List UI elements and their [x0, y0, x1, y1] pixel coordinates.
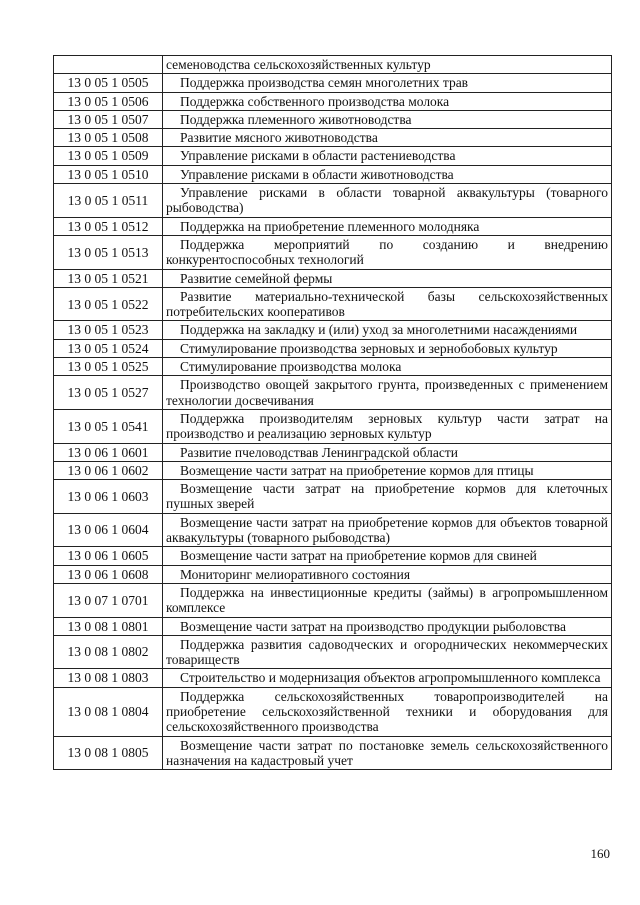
description-cell: Поддержка на инвестиционные кредиты (займы) в агропромышленном комплексе	[163, 583, 612, 617]
description-cell: Возмещение части затрат по постановке земель сельскохозяйственного назначения на кадастровый учет	[163, 736, 612, 770]
page-number: 160	[590, 846, 610, 861]
budget-code-table	[53, 55, 612, 770]
table-row	[54, 92, 612, 110]
table-row	[54, 617, 612, 635]
code-cell: 13 0 06 1 0603	[54, 480, 163, 514]
code-cell: 13 0 06 1 0601	[54, 443, 163, 461]
code-cell: 13 0 08 1 0804	[54, 687, 163, 736]
table-row	[54, 736, 612, 770]
description-cell: Стимулирование производства молока	[163, 358, 612, 376]
code-cell: 13 0 05 1 0524	[54, 339, 163, 357]
description-cell: Строительство и модернизация объектов агропромышленного комплекса	[163, 669, 612, 687]
table-row	[54, 565, 612, 583]
code-cell: 13 0 05 1 0509	[54, 147, 163, 165]
description-cell: Стимулирование производства зерновых и зернобобовых культур	[163, 339, 612, 357]
code-cell: 13 0 06 1 0604	[54, 513, 163, 547]
table-row	[54, 547, 612, 565]
table-row	[54, 376, 612, 410]
code-cell: 13 0 06 1 0605	[54, 547, 163, 565]
code-cell: 13 0 05 1 0527	[54, 376, 163, 410]
code-cell: 13 0 08 1 0802	[54, 635, 163, 669]
description-cell: Возмещение части затрат на приобретение кормов для птицы	[163, 461, 612, 479]
description-cell: Развитие мясного животноводства	[163, 129, 612, 147]
code-cell: 13 0 05 1 0525	[54, 358, 163, 376]
description-cell: Управление рисками в области животноводства	[163, 165, 612, 183]
code-cell: 13 0 08 1 0801	[54, 617, 163, 635]
code-cell: 13 0 06 1 0602	[54, 461, 163, 479]
table-row	[54, 184, 612, 218]
code-cell	[54, 56, 163, 74]
table-row	[54, 56, 612, 74]
table-row	[54, 110, 612, 128]
code-cell: 13 0 05 1 0541	[54, 409, 163, 443]
table-row	[54, 635, 612, 669]
code-cell: 13 0 05 1 0506	[54, 92, 163, 110]
code-cell: 13 0 06 1 0608	[54, 565, 163, 583]
table-row	[54, 165, 612, 183]
table-row	[54, 129, 612, 147]
description-cell: Производство овощей закрытого грунта, произведенных с применением технологии досвечивания	[163, 376, 612, 410]
code-cell: 13 0 08 1 0805	[54, 736, 163, 770]
description-cell: семеноводства сельскохозяйственных культур	[163, 56, 612, 74]
description-cell: Поддержка производителям зерновых культур части затрат на производство и реализацию зерновых культур	[163, 409, 612, 443]
code-cell: 13 0 05 1 0510	[54, 165, 163, 183]
table-row	[54, 74, 612, 92]
description-cell: Поддержка сельскохозяйственных товаропроизводителей на приобретение сельскохозяйственной техники и оборудования для сельскохозяйственного производства	[163, 687, 612, 736]
description-cell: Развитие пчеловодствав Ленинградской области	[163, 443, 612, 461]
table-row	[54, 513, 612, 547]
table-row	[54, 443, 612, 461]
code-cell: 13 0 08 1 0803	[54, 669, 163, 687]
description-cell: Развитие семейной фермы	[163, 269, 612, 287]
code-cell: 13 0 07 1 0701	[54, 583, 163, 617]
description-cell: Управление рисками в области растениеводства	[163, 147, 612, 165]
table-row	[54, 235, 612, 269]
description-cell: Возмещение части затрат на приобретение кормов для свиней	[163, 547, 612, 565]
table-row	[54, 287, 612, 321]
description-cell: Поддержка производства семян многолетних трав	[163, 74, 612, 92]
code-cell: 13 0 05 1 0512	[54, 217, 163, 235]
table-row	[54, 409, 612, 443]
description-cell: Возмещение части затрат на приобретение кормов для объектов товарной аквакультуры (товарного рыбоводства)	[163, 513, 612, 547]
table-row	[54, 669, 612, 687]
table-row	[54, 583, 612, 617]
description-cell: Возмещение части затрат на приобретение кормов для клеточных пушных зверей	[163, 480, 612, 514]
code-cell: 13 0 05 1 0507	[54, 110, 163, 128]
table-row	[54, 147, 612, 165]
table-row	[54, 217, 612, 235]
table-row	[54, 269, 612, 287]
description-cell: Поддержка развития садоводческих и огороднических некоммерческих товариществ	[163, 635, 612, 669]
code-cell: 13 0 05 1 0513	[54, 235, 163, 269]
description-cell: Управление рисками в области товарной аквакультуры (товарного рыбоводства)	[163, 184, 612, 218]
table-body	[54, 56, 612, 770]
description-cell: Развитие материально-технической базы сельскохозяйственных потребительских кооперативов	[163, 287, 612, 321]
description-cell: Поддержка племенного животноводства	[163, 110, 612, 128]
table-row	[54, 687, 612, 736]
description-cell: Поддержка собственного производства молока	[163, 92, 612, 110]
description-cell: Поддержка на приобретение племенного молодняка	[163, 217, 612, 235]
table-row	[54, 461, 612, 479]
table-row	[54, 339, 612, 357]
table-row	[54, 480, 612, 514]
code-cell: 13 0 05 1 0521	[54, 269, 163, 287]
code-cell: 13 0 05 1 0508	[54, 129, 163, 147]
code-cell: 13 0 05 1 0511	[54, 184, 163, 218]
description-cell: Мониторинг мелиоративного состояния	[163, 565, 612, 583]
table-row	[54, 321, 612, 339]
code-cell: 13 0 05 1 0505	[54, 74, 163, 92]
description-cell: Поддержка мероприятий по созданию и внедрению конкурентоспособных технологий	[163, 235, 612, 269]
table-row	[54, 358, 612, 376]
code-cell: 13 0 05 1 0523	[54, 321, 163, 339]
description-cell: Возмещение части затрат на производство продукции рыболовства	[163, 617, 612, 635]
code-cell: 13 0 05 1 0522	[54, 287, 163, 321]
description-cell: Поддержка на закладку и (или) уход за многолетними насаждениями	[163, 321, 612, 339]
